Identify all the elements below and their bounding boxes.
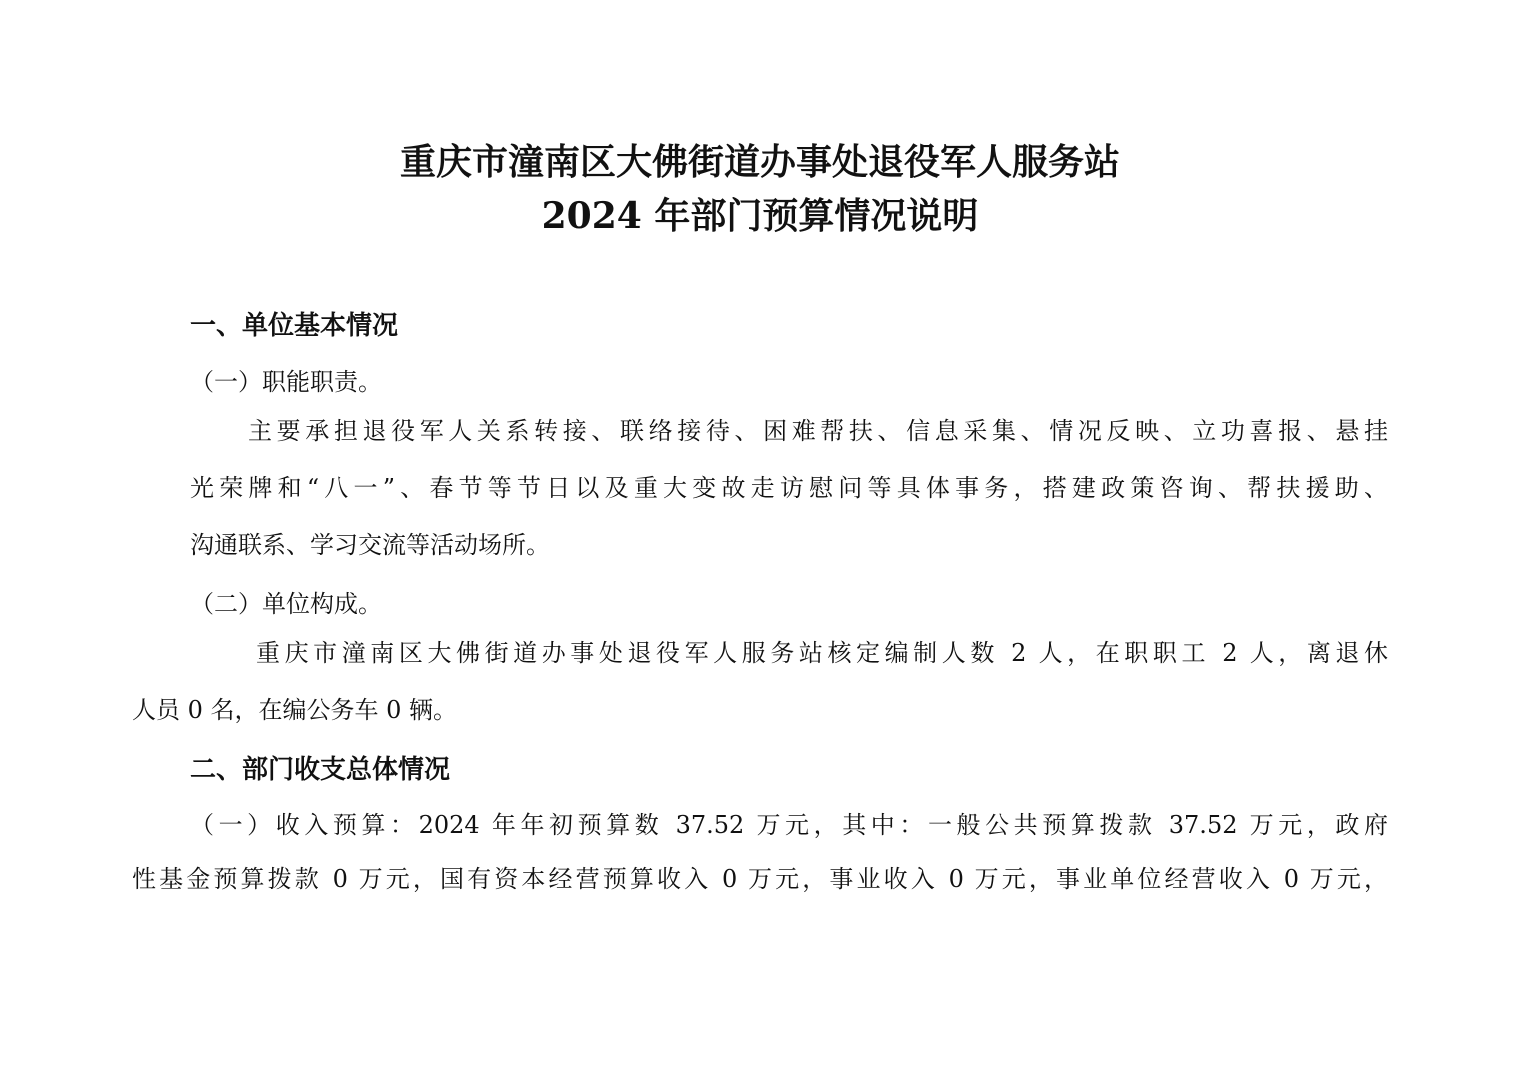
subsection-1-heading: （一）职能职责。 [190,368,382,396]
paragraph-line: 人员 0 名，在编公务车 0 辆。 [132,696,458,724]
paragraph-line: 重庆市潼南区大佛街道办事处退役军人服务站核定编制人数 2 人，在职职工 2 人，离退休 [256,639,1388,667]
section-1-heading: 一、单位基本情况 [190,311,399,341]
document-title-line-2: 2024 年部门预算情况说明 [541,195,979,237]
paragraph-line: 沟通联系、学习交流等活动场所。 [190,531,550,559]
paragraph-line: 光荣牌和“八一”、春节等节日以及重大变故走访慰问等具体事务，搭建政策咨询、帮扶援助、 [190,474,1388,502]
document-title-line-1: 重庆市潼南区大佛街道办事处退役军人服务站 [399,141,1120,183]
paragraph-line: （一）收入预算：2024 年年初预算数 37.52 万元，其中：一般公共预算拨款 37.52 万元，政府 [190,811,1388,839]
paragraph-line: 主要承担退役军人关系转接、联络接待、困难帮扶、信息采集、情况反映、立功喜报、悬挂 [248,417,1388,445]
paragraph-line: 性基金预算拨款 0 万元，国有资本经营预算收入 0 万元，事业收入 0 万元，事业单位经营收入 0 万元， [132,865,1388,893]
section-2-heading: 二、部门收支总体情况 [190,755,451,785]
subsection-2-heading: （二）单位构成。 [190,590,382,618]
